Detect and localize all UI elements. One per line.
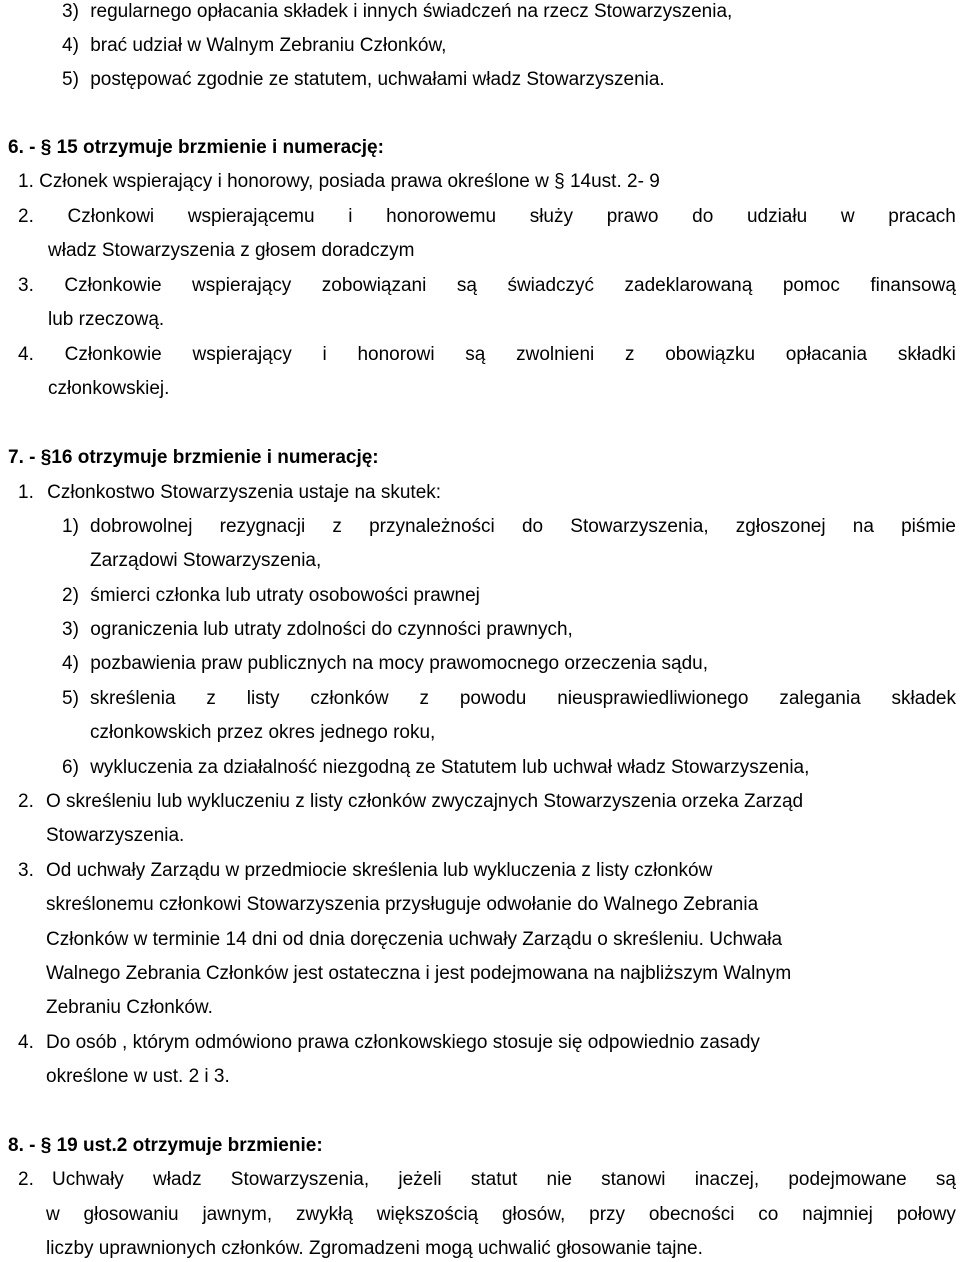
justified-line bbox=[52, 1168, 956, 1192]
word: zwykłą bbox=[295, 1204, 353, 1225]
word: Członkowie bbox=[64, 275, 162, 296]
word: powodu bbox=[459, 688, 527, 709]
word: składki bbox=[897, 344, 956, 365]
word: jawnym, bbox=[202, 1204, 273, 1225]
paragraph-line: Zarządowi Stowarzyszenia, bbox=[90, 550, 322, 571]
word: przy bbox=[589, 1204, 626, 1225]
list-number: 4) bbox=[62, 35, 79, 56]
paragraph-line: Od uchwały Zarządu w przedmiocie skreślenia lub wykluczenia z listy członków bbox=[46, 860, 713, 881]
paragraph-line: skreślonemu członkowi Stowarzyszenia przysługuje odwołanie do Walnego Zebrania bbox=[46, 894, 759, 915]
list-item bbox=[62, 618, 573, 642]
justified-line bbox=[90, 687, 956, 711]
word: do bbox=[692, 206, 714, 227]
word: do bbox=[521, 516, 544, 537]
word: honorowi bbox=[357, 344, 435, 365]
word: przynależności bbox=[369, 516, 495, 537]
word: pracach bbox=[888, 206, 956, 227]
word: są bbox=[935, 1169, 956, 1190]
word: głosów, bbox=[501, 1204, 566, 1225]
word: wspierającemu bbox=[187, 206, 315, 227]
word: na bbox=[852, 516, 874, 537]
word: zgłoszonej bbox=[735, 516, 826, 537]
list-text: brać udział w Walnym Zebraniu Członków, bbox=[90, 35, 447, 56]
word: statut bbox=[470, 1169, 518, 1190]
section-heading: 8. - § 19 ust.2 otrzymuje brzmienie: bbox=[8, 1135, 323, 1156]
section-heading: 7. - §16 otrzymuje brzmienie i numerację: bbox=[8, 447, 379, 468]
paragraph-line: O skreśleniu lub wykluczeniu z listy członków zwyczajnych Stowarzyszenia orzeka Zarząd bbox=[46, 791, 804, 812]
word: opłacania bbox=[785, 344, 868, 365]
word: pomoc bbox=[782, 275, 840, 296]
word: co bbox=[758, 1204, 779, 1225]
word: z bbox=[419, 688, 429, 709]
word: z bbox=[332, 516, 342, 537]
word: w bbox=[840, 206, 855, 227]
word: większością bbox=[376, 1204, 479, 1225]
paragraph-line: Członków w terminie 14 dni od dnia doręczenia uchwały Zarządu o skreśleniu. Uchwała bbox=[46, 929, 783, 950]
list-item bbox=[62, 34, 446, 58]
list-number: 6) bbox=[62, 757, 79, 778]
paragraph-line: lub rzeczową. bbox=[48, 309, 165, 330]
word: wspierający bbox=[192, 344, 292, 365]
word: rezygnacji bbox=[219, 516, 306, 537]
word: Członkowie bbox=[64, 344, 162, 365]
list-text: Członkostwo Stowarzyszenia ustaje na skutek: bbox=[47, 482, 442, 503]
word: skreślenia bbox=[90, 688, 176, 709]
list-text: regularnego opłacania składek i innych świadczeń na rzecz Stowarzyszenia, bbox=[90, 1, 733, 22]
list-number: 2) bbox=[62, 585, 79, 606]
list-text: śmierci członka lub utraty osobowości prawnej bbox=[90, 585, 480, 606]
word: są bbox=[465, 344, 486, 365]
paragraph-line: liczby uprawnionych członków. Zgromadzeni mogą uchwalić głosowanie tajne. bbox=[46, 1238, 703, 1259]
list-number: 1) bbox=[62, 516, 79, 537]
list-number: 3) bbox=[62, 619, 79, 640]
word: prawo bbox=[606, 206, 659, 227]
word: z bbox=[206, 688, 216, 709]
list-number: 5) bbox=[62, 69, 79, 90]
word: z bbox=[625, 344, 635, 365]
list-number: 4) bbox=[62, 653, 79, 674]
word: 4. bbox=[18, 344, 34, 365]
word: głosowaniu bbox=[83, 1204, 179, 1225]
word: nieusprawiedliwionego bbox=[557, 688, 749, 709]
word: najmniej bbox=[802, 1204, 873, 1225]
paragraph-line: członkowskiej. bbox=[48, 378, 170, 399]
word: świadczyć bbox=[507, 275, 595, 296]
word: jeżeli bbox=[398, 1169, 442, 1190]
word: wspierający bbox=[192, 275, 292, 296]
word: Członkowi bbox=[67, 206, 155, 227]
word: i bbox=[348, 206, 353, 227]
list-text: pozbawienia praw publicznych na mocy prawomocnego orzeczenia sądu, bbox=[90, 653, 709, 674]
word: zwolnieni bbox=[516, 344, 595, 365]
section-heading: 6. - § 15 otrzymuje brzmienie i numerację: bbox=[8, 137, 384, 158]
word: Stowarzyszenia, bbox=[570, 516, 709, 537]
list-number: 3) bbox=[62, 1, 79, 22]
paragraph-line: Do osób , którym odmówiono prawa członkowskiego stosuje się odpowiednio zasady bbox=[46, 1032, 760, 1053]
justified-line bbox=[18, 205, 956, 229]
word: podejmowane bbox=[788, 1169, 907, 1190]
word: zobowiązani bbox=[321, 275, 427, 296]
word: inaczej, bbox=[694, 1169, 760, 1190]
justified-line bbox=[46, 1203, 956, 1227]
word: Stowarzyszenia, bbox=[230, 1169, 370, 1190]
list-item bbox=[62, 0, 732, 24]
word: honorowemu bbox=[386, 206, 497, 227]
list-number: 2. bbox=[18, 1169, 34, 1190]
word: dobrowolnej bbox=[90, 516, 193, 537]
word: udziału bbox=[746, 206, 808, 227]
word: w bbox=[46, 1204, 60, 1225]
word: zalegania bbox=[779, 688, 861, 709]
list-item bbox=[62, 652, 708, 676]
word: 2. bbox=[18, 206, 34, 227]
list-number: 1. bbox=[18, 482, 34, 503]
list-text: postępować zgodnie ze statutem, uchwałami władz Stowarzyszenia. bbox=[90, 69, 665, 90]
justified-line bbox=[18, 274, 956, 298]
justified-line bbox=[18, 343, 956, 367]
word: są bbox=[456, 275, 477, 296]
list-number: 2. bbox=[18, 791, 34, 812]
paragraph-line: Zebraniu Członków. bbox=[46, 997, 213, 1018]
word: obecności bbox=[648, 1204, 735, 1225]
list-text: wykluczenia za działalność niezgodną ze Statutem lub uchwał władz Stowarzyszenia, bbox=[90, 757, 810, 778]
word: listy bbox=[246, 688, 280, 709]
list-text: ograniczenia lub utraty zdolności do czynności prawnych, bbox=[90, 619, 573, 640]
list-number: 3. bbox=[18, 860, 34, 881]
word: piśmie bbox=[901, 516, 956, 537]
paragraph-line: 1. Członek wspierający i honorowy, posiada prawa określone w § 14ust. 2- 9 bbox=[18, 171, 660, 192]
word: składek bbox=[891, 688, 956, 709]
list-item bbox=[62, 584, 480, 608]
word: obowiązku bbox=[665, 344, 756, 365]
word: i bbox=[322, 344, 327, 365]
word: Uchwały bbox=[52, 1169, 124, 1190]
paragraph-line: Stowarzyszenia. bbox=[46, 825, 185, 846]
list-number: 4. bbox=[18, 1032, 34, 1053]
list-item bbox=[62, 68, 665, 92]
paragraph-line: członkowskich przez okres jednego roku, bbox=[90, 722, 436, 743]
word: stanowi bbox=[601, 1169, 666, 1190]
word: połowy bbox=[896, 1204, 956, 1225]
word: służy bbox=[529, 206, 573, 227]
word: władz bbox=[153, 1169, 202, 1190]
paragraph-line: określone w ust. 2 i 3. bbox=[46, 1066, 230, 1087]
list-number: 5) bbox=[62, 688, 79, 709]
word: finansową bbox=[870, 275, 956, 296]
paragraph-line: władz Stowarzyszenia z głosem doradczym bbox=[48, 240, 415, 261]
word: nie bbox=[546, 1169, 572, 1190]
paragraph-line: Walnego Zebrania Członków jest ostateczna i jest podejmowana na najbliższym Walnym bbox=[46, 963, 792, 984]
word: członków bbox=[310, 688, 389, 709]
word: zadeklarowaną bbox=[624, 275, 753, 296]
list-item bbox=[62, 756, 809, 780]
justified-line bbox=[90, 515, 956, 539]
paragraph-line bbox=[18, 481, 441, 505]
word: 3. bbox=[18, 275, 34, 296]
